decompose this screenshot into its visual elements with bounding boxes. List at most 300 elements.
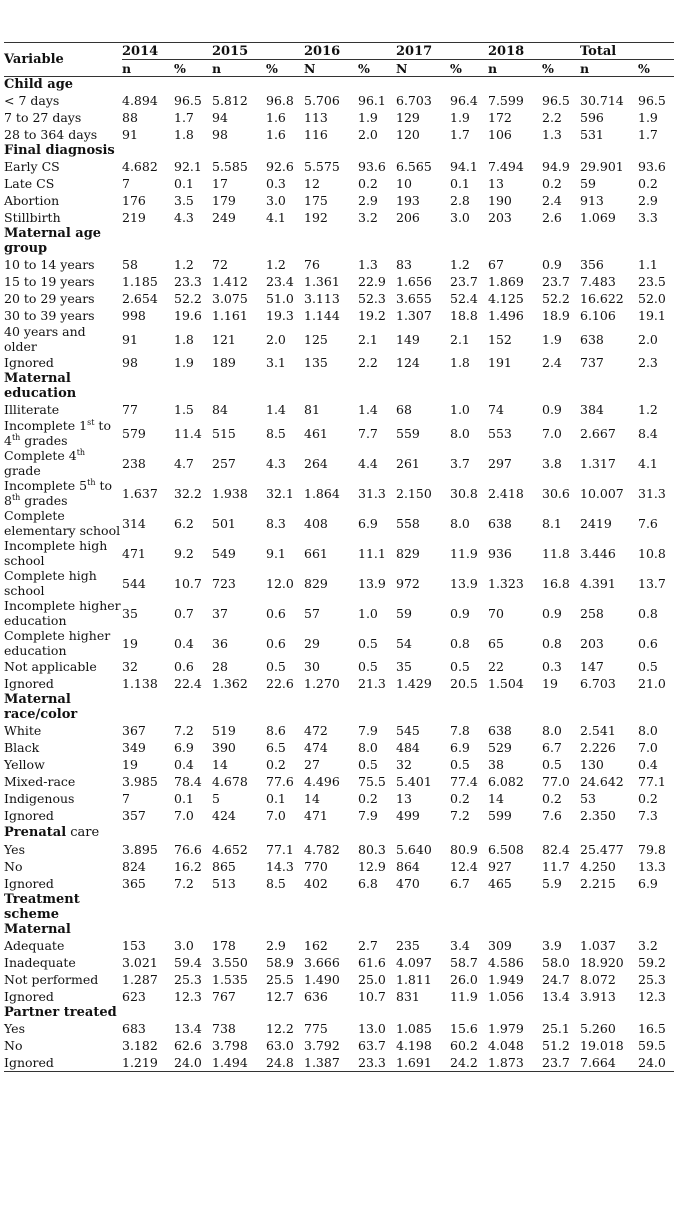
percent-cell: 1.9 — [450, 110, 470, 125]
count-cell: 249 — [212, 210, 236, 225]
row-label: Late CS — [4, 176, 55, 191]
count-cell: 106 — [488, 127, 512, 142]
count-cell: 191 — [488, 355, 512, 370]
percent-cell: 7.0 — [638, 740, 658, 755]
count-cell: 1.037 — [580, 938, 616, 953]
percent-cell: 96.4 — [450, 93, 478, 108]
percent-cell: 2.6 — [542, 210, 562, 225]
percent-cell: 25.0 — [358, 972, 386, 987]
count-cell: 5.585 — [212, 159, 248, 174]
percent-cell: 0.7 — [174, 605, 194, 621]
count-cell: 3.913 — [580, 989, 616, 1004]
count-cell: 998 — [122, 308, 146, 323]
percent-cell: 24.8 — [266, 1054, 304, 1072]
table-row — [4, 658, 674, 675]
percent-cell: 0.6 — [266, 605, 286, 621]
percent-cell: 0.6 — [638, 635, 658, 651]
count-cell: 7.599 — [488, 93, 524, 108]
percent-cell: 0.8 — [638, 605, 658, 621]
count-cell: 829 — [304, 575, 328, 591]
table-row — [4, 290, 674, 307]
percent-cell: 2.8 — [450, 193, 470, 208]
percent-cell: 11.8 — [542, 545, 570, 561]
count-cell: 2419 — [580, 515, 612, 531]
count-cell: 4.048 — [488, 1038, 524, 1053]
count-cell: 5.706 — [304, 93, 340, 108]
section-row — [4, 371, 674, 401]
percent-cell: 2.1 — [358, 331, 378, 347]
count-cell: 1.138 — [122, 676, 158, 691]
count-cell: 4.097 — [396, 955, 432, 970]
row-label: Complete high school — [4, 568, 97, 598]
count-cell: 2.667 — [580, 425, 616, 441]
percent-header: % — [542, 60, 580, 77]
count-cell: 149 — [396, 331, 420, 347]
percent-cell: 13.0 — [358, 1021, 386, 1036]
count-cell: 7 — [122, 791, 130, 806]
percent-cell: 19.1 — [638, 308, 666, 323]
percent-cell: 0.5 — [450, 757, 470, 772]
count-cell: 4.652 — [212, 842, 248, 857]
count-cell: 5.401 — [396, 774, 432, 789]
percent-cell: 0.6 — [266, 635, 286, 651]
percent-cell: 11.1 — [358, 545, 386, 561]
row-label: 10 to 14 years — [4, 257, 95, 272]
percent-cell: 1.9 — [638, 110, 658, 125]
table-row — [4, 448, 674, 478]
count-cell: 661 — [304, 545, 328, 561]
percent-cell: 1.0 — [450, 402, 470, 417]
row-label: Ignored — [4, 989, 54, 1004]
percent-cell: 0.2 — [450, 791, 470, 806]
percent-cell: 93.6 — [638, 159, 666, 174]
count-cell: 192 — [304, 210, 328, 225]
year-header: 2014 — [122, 43, 212, 60]
section-title: Final diagnosis — [4, 143, 115, 158]
percent-cell: 59.5 — [638, 1038, 666, 1053]
percent-cell: 2.0 — [358, 127, 378, 142]
count-cell: 175 — [304, 193, 328, 208]
count-cell: 424 — [212, 808, 236, 823]
count-cell: 465 — [488, 876, 512, 891]
count-cell: 27 — [304, 757, 320, 772]
count-cell: 3.075 — [212, 291, 248, 306]
percent-cell: 3.2 — [358, 210, 378, 225]
count-cell: 2.654 — [122, 291, 158, 306]
count-cell: 5.575 — [304, 159, 340, 174]
table-row — [4, 875, 674, 892]
percent-cell: 7.0 — [542, 425, 562, 441]
count-cell: 638 — [580, 331, 604, 347]
count-cell: 206 — [396, 210, 420, 225]
count-cell: 179 — [212, 193, 236, 208]
count-cell: 390 — [212, 740, 236, 755]
row-label: Complete elementary school — [4, 508, 121, 538]
percent-cell: 10.7 — [358, 989, 386, 1004]
count-cell: 1.219 — [122, 1054, 174, 1072]
section-row — [4, 892, 674, 922]
percent-cell: 14.3 — [266, 859, 294, 874]
count-cell: 545 — [396, 723, 420, 738]
count-cell: 76 — [304, 257, 320, 272]
count-cell: 927 — [488, 859, 512, 874]
table-row — [4, 109, 674, 126]
percent-cell: 1.6 — [266, 127, 286, 142]
percent-cell: 93.6 — [358, 159, 386, 174]
row-label: Yellow — [4, 757, 45, 772]
percent-cell: 96.1 — [358, 93, 386, 108]
count-cell: 113 — [304, 110, 328, 125]
table-row — [4, 1037, 674, 1054]
count-cell: 5.640 — [396, 842, 432, 857]
count-cell: 4.894 — [122, 93, 158, 108]
percent-cell: 18.8 — [450, 308, 478, 323]
percent-cell: 13.9 — [450, 575, 478, 591]
percent-cell: 19.3 — [266, 308, 294, 323]
percent-cell: 9.1 — [266, 545, 286, 561]
count-cell: 1.323 — [488, 575, 524, 591]
count-cell: 4.391 — [580, 575, 616, 591]
percent-cell: 6.8 — [358, 876, 378, 891]
count-cell: 1.979 — [488, 1021, 524, 1036]
percent-cell: 3.0 — [174, 938, 194, 953]
percent-cell: 3.2 — [638, 938, 658, 953]
percent-cell: 0.3 — [266, 176, 286, 191]
count-cell: 14 — [488, 791, 504, 806]
percent-cell: 0.1 — [266, 791, 286, 806]
percent-cell: 7.6 — [542, 808, 562, 823]
percent-cell: 11.4 — [174, 425, 202, 441]
count-cell: 559 — [396, 425, 420, 441]
table-row — [4, 790, 674, 807]
count-cell: 1.869 — [488, 274, 524, 289]
percent-cell: 58.7 — [450, 955, 478, 970]
statistics-table — [4, 42, 674, 1072]
count-cell: 3.798 — [212, 1038, 248, 1053]
percent-cell: 3.0 — [266, 193, 286, 208]
count-cell: 1.161 — [212, 308, 248, 323]
row-label: Not performed — [4, 972, 99, 987]
percent-cell: 2.9 — [266, 938, 286, 953]
percent-cell: 5.9 — [542, 876, 562, 891]
count-cell: 2.418 — [488, 485, 524, 501]
count-cell: 484 — [396, 740, 420, 755]
percent-cell: 7.2 — [174, 723, 194, 738]
count-cell: 6.703 — [580, 676, 616, 691]
count-cell: 365 — [122, 876, 146, 891]
section-filler — [122, 143, 674, 158]
count-cell: 178 — [212, 938, 236, 953]
percent-cell: 6.7 — [542, 740, 562, 755]
count-cell: 367 — [122, 723, 146, 738]
count-cell: 3.113 — [304, 291, 340, 306]
percent-cell: 80.3 — [358, 842, 386, 857]
percent-cell: 3.4 — [450, 938, 470, 953]
count-cell: 16.622 — [580, 291, 624, 306]
count-cell: 83 — [396, 257, 412, 272]
count-cell: 147 — [580, 659, 604, 674]
percent-cell: 4.7 — [174, 455, 194, 471]
section-title: Treatment scheme — [4, 892, 80, 922]
percent-cell: 62.6 — [174, 1038, 202, 1053]
count-cell: 737 — [580, 355, 604, 370]
percent-cell: 8.5 — [266, 425, 286, 441]
percent-cell: 2.9 — [358, 193, 378, 208]
percent-cell: 1.2 — [266, 257, 286, 272]
percent-cell: 52.2 — [174, 291, 202, 306]
count-cell: 1.811 — [396, 972, 432, 987]
count-cell: 10 — [396, 176, 412, 191]
count-cell: 3.655 — [396, 291, 432, 306]
percent-cell: 2.7 — [358, 938, 378, 953]
percent-cell: 4.1 — [638, 455, 658, 471]
percent-cell: 0.5 — [358, 757, 378, 772]
percent-cell: 10.7 — [174, 575, 202, 591]
percent-cell: 24.0 — [638, 1054, 674, 1072]
percent-cell: 80.9 — [450, 842, 478, 857]
percent-cell: 1.7 — [450, 127, 470, 142]
count-cell: 3.446 — [580, 545, 616, 561]
percent-cell: 51.2 — [542, 1038, 570, 1053]
percent-cell: 8.0 — [542, 723, 562, 738]
percent-cell: 23.7 — [542, 1054, 580, 1072]
count-cell: 4.782 — [304, 842, 340, 857]
percent-cell: 3.1 — [266, 355, 286, 370]
table-row — [4, 628, 674, 658]
row-label: Complete higher education — [4, 628, 111, 658]
count-cell: 1.362 — [212, 676, 248, 691]
row-label: Inadequate — [4, 955, 76, 970]
section-row — [4, 824, 674, 841]
count-cell: 81 — [304, 402, 320, 417]
count-cell: 5.260 — [580, 1021, 616, 1036]
row-label: Indigenous — [4, 791, 75, 806]
row-label: Incomplete high school — [4, 538, 108, 568]
section-filler — [122, 77, 674, 93]
count-cell: 314 — [122, 515, 146, 531]
percent-cell: 23.7 — [542, 274, 570, 289]
percent-cell: 58.9 — [266, 955, 294, 970]
percent-cell: 11.9 — [450, 989, 478, 1004]
count-cell: 531 — [580, 127, 604, 142]
count-cell: 461 — [304, 425, 328, 441]
count-cell: 553 — [488, 425, 512, 441]
percent-cell: 1.9 — [542, 331, 562, 347]
percent-cell: 1.9 — [358, 110, 378, 125]
count-cell: 723 — [212, 575, 236, 591]
percent-cell: 0.2 — [358, 791, 378, 806]
count-cell: 19 — [122, 757, 138, 772]
table-row — [4, 508, 674, 538]
percent-cell: 11.7 — [542, 859, 570, 874]
table-row — [4, 598, 674, 628]
percent-cell: 22.4 — [174, 676, 202, 691]
count-cell: 65 — [488, 635, 504, 651]
percent-cell: 75.5 — [358, 774, 386, 789]
percent-cell: 18.9 — [542, 308, 570, 323]
count-cell: 3.021 — [122, 955, 158, 970]
percent-cell: 11.9 — [450, 545, 478, 561]
count-cell: 6.106 — [580, 308, 616, 323]
percent-cell: 8.1 — [542, 515, 562, 531]
percent-cell: 4.3 — [174, 210, 194, 225]
percent-cell: 0.5 — [450, 659, 470, 674]
percent-cell: 22.6 — [266, 676, 294, 691]
percent-cell: 77.4 — [450, 774, 478, 789]
percent-cell: 12.0 — [266, 575, 294, 591]
count-cell: 29 — [304, 635, 320, 651]
row-label: 20 to 29 years — [4, 291, 95, 306]
row-label: Adequate — [4, 938, 65, 953]
percent-cell: 8.3 — [266, 515, 286, 531]
percent-cell: 24.2 — [450, 1054, 488, 1072]
row-label: < 7 days — [4, 93, 60, 108]
percent-cell: 0.2 — [638, 791, 658, 806]
percent-cell: 1.7 — [174, 110, 194, 125]
count-cell: 1.056 — [488, 989, 524, 1004]
count-cell: 35 — [396, 659, 412, 674]
row-label: Not applicable — [4, 659, 97, 674]
percent-cell: 1.6 — [266, 110, 286, 125]
percent-cell: 30.6 — [542, 485, 570, 501]
percent-cell: 4.3 — [266, 455, 286, 471]
percent-cell: 13.7 — [638, 575, 666, 591]
table-row — [4, 273, 674, 290]
table-row — [4, 954, 674, 971]
percent-cell: 12.4 — [450, 859, 478, 874]
count-cell: 190 — [488, 193, 512, 208]
percent-cell: 0.2 — [638, 176, 658, 191]
count-cell: 3.792 — [304, 1038, 340, 1053]
table-row — [4, 538, 674, 568]
count-cell: 1.656 — [396, 274, 432, 289]
count-cell: 37 — [212, 605, 228, 621]
count-cell: 636 — [304, 989, 328, 1004]
count-cell: 54 — [396, 635, 412, 651]
percent-cell: 63.7 — [358, 1038, 386, 1053]
count-cell: 913 — [580, 193, 604, 208]
percent-cell: 0.2 — [266, 757, 286, 772]
table-row — [4, 807, 674, 824]
table-row — [4, 722, 674, 739]
table-row — [4, 192, 674, 209]
percent-cell: 77.6 — [266, 774, 294, 789]
percent-cell: 0.8 — [450, 635, 470, 651]
percent-cell: 77.1 — [266, 842, 294, 857]
count-cell: 596 — [580, 110, 604, 125]
count-cell: 544 — [122, 575, 146, 591]
count-cell: 189 — [212, 355, 236, 370]
percent-cell: 3.9 — [542, 938, 562, 953]
percent-cell: 1.7 — [638, 127, 658, 142]
count-cell: 775 — [304, 1021, 328, 1036]
percent-header: % — [450, 60, 488, 77]
percent-cell: 0.1 — [450, 176, 470, 191]
count-cell: 238 — [122, 455, 146, 471]
count-cell: 57 — [304, 605, 320, 621]
table-row — [4, 739, 674, 756]
row-label: Ignored — [4, 808, 54, 823]
percent-cell: 0.4 — [638, 757, 658, 772]
percent-cell: 1.8 — [174, 331, 194, 347]
count-cell: 153 — [122, 938, 146, 953]
percent-cell: 23.3 — [174, 274, 202, 289]
count-cell: 499 — [396, 808, 420, 823]
count-cell: 29.901 — [580, 159, 624, 174]
count-cell: 116 — [304, 127, 328, 142]
variable-header: Variable — [4, 43, 122, 77]
year-header: 2017 — [396, 43, 488, 60]
section-filler — [122, 226, 674, 256]
percent-cell: 8.4 — [638, 425, 658, 441]
table-row — [4, 307, 674, 324]
percent-cell: 1.2 — [450, 257, 470, 272]
section-title: Prenatal care — [4, 825, 100, 840]
percent-cell: 1.0 — [358, 605, 378, 621]
percent-cell: 2.9 — [638, 193, 658, 208]
count-cell: 32 — [122, 659, 138, 674]
count-cell: 6.508 — [488, 842, 524, 857]
row-label: 28 to 364 days — [4, 127, 98, 142]
row-label: Ignored — [4, 1054, 122, 1072]
row-label: Ignored — [4, 676, 54, 691]
table-row — [4, 256, 674, 273]
percent-cell: 26.0 — [450, 972, 478, 987]
percent-header: % — [358, 60, 396, 77]
row-label: 40 years and older — [4, 324, 86, 354]
row-label: White — [4, 723, 42, 738]
count-cell: 1.494 — [212, 1054, 266, 1072]
percent-cell: 3.0 — [450, 210, 470, 225]
count-cell: 58 — [122, 257, 138, 272]
count-cell: 1.387 — [304, 1054, 358, 1072]
count-header: n — [580, 60, 638, 77]
count-cell: 70 — [488, 605, 504, 621]
count-cell: 125 — [304, 331, 328, 347]
percent-cell: 1.2 — [638, 402, 658, 417]
row-label: Complete 4th grade — [4, 447, 86, 478]
percent-cell: 16.8 — [542, 575, 570, 591]
table-row — [4, 401, 674, 418]
count-cell: 3.550 — [212, 955, 248, 970]
percent-cell: 1.8 — [174, 127, 194, 142]
count-cell: 91 — [122, 331, 138, 347]
row-label: Incomplete 5th to 8th grades — [4, 477, 113, 508]
count-cell: 738 — [212, 1021, 236, 1036]
count-cell: 7.494 — [488, 159, 524, 174]
percent-cell: 0.9 — [450, 605, 470, 621]
percent-cell: 32.1 — [266, 485, 294, 501]
count-cell: 579 — [122, 425, 146, 441]
count-cell: 59 — [580, 176, 596, 191]
count-header: n — [488, 60, 542, 77]
percent-cell: 0.9 — [542, 402, 562, 417]
percent-cell: 2.2 — [358, 355, 378, 370]
count-cell: 19 — [122, 635, 138, 651]
percent-cell: 3.5 — [174, 193, 194, 208]
count-cell: 258 — [580, 605, 604, 621]
percent-cell: 20.5 — [450, 676, 478, 691]
percent-cell: 21.0 — [638, 676, 666, 691]
percent-cell: 1.4 — [358, 402, 378, 417]
year-header: 2016 — [304, 43, 396, 60]
count-cell: 472 — [304, 723, 328, 738]
section-title: Child age — [4, 77, 74, 92]
percent-cell: 7.7 — [358, 425, 378, 441]
percent-cell: 92.1 — [174, 159, 202, 174]
count-cell: 3.895 — [122, 842, 158, 857]
count-cell: 19.018 — [580, 1038, 624, 1053]
